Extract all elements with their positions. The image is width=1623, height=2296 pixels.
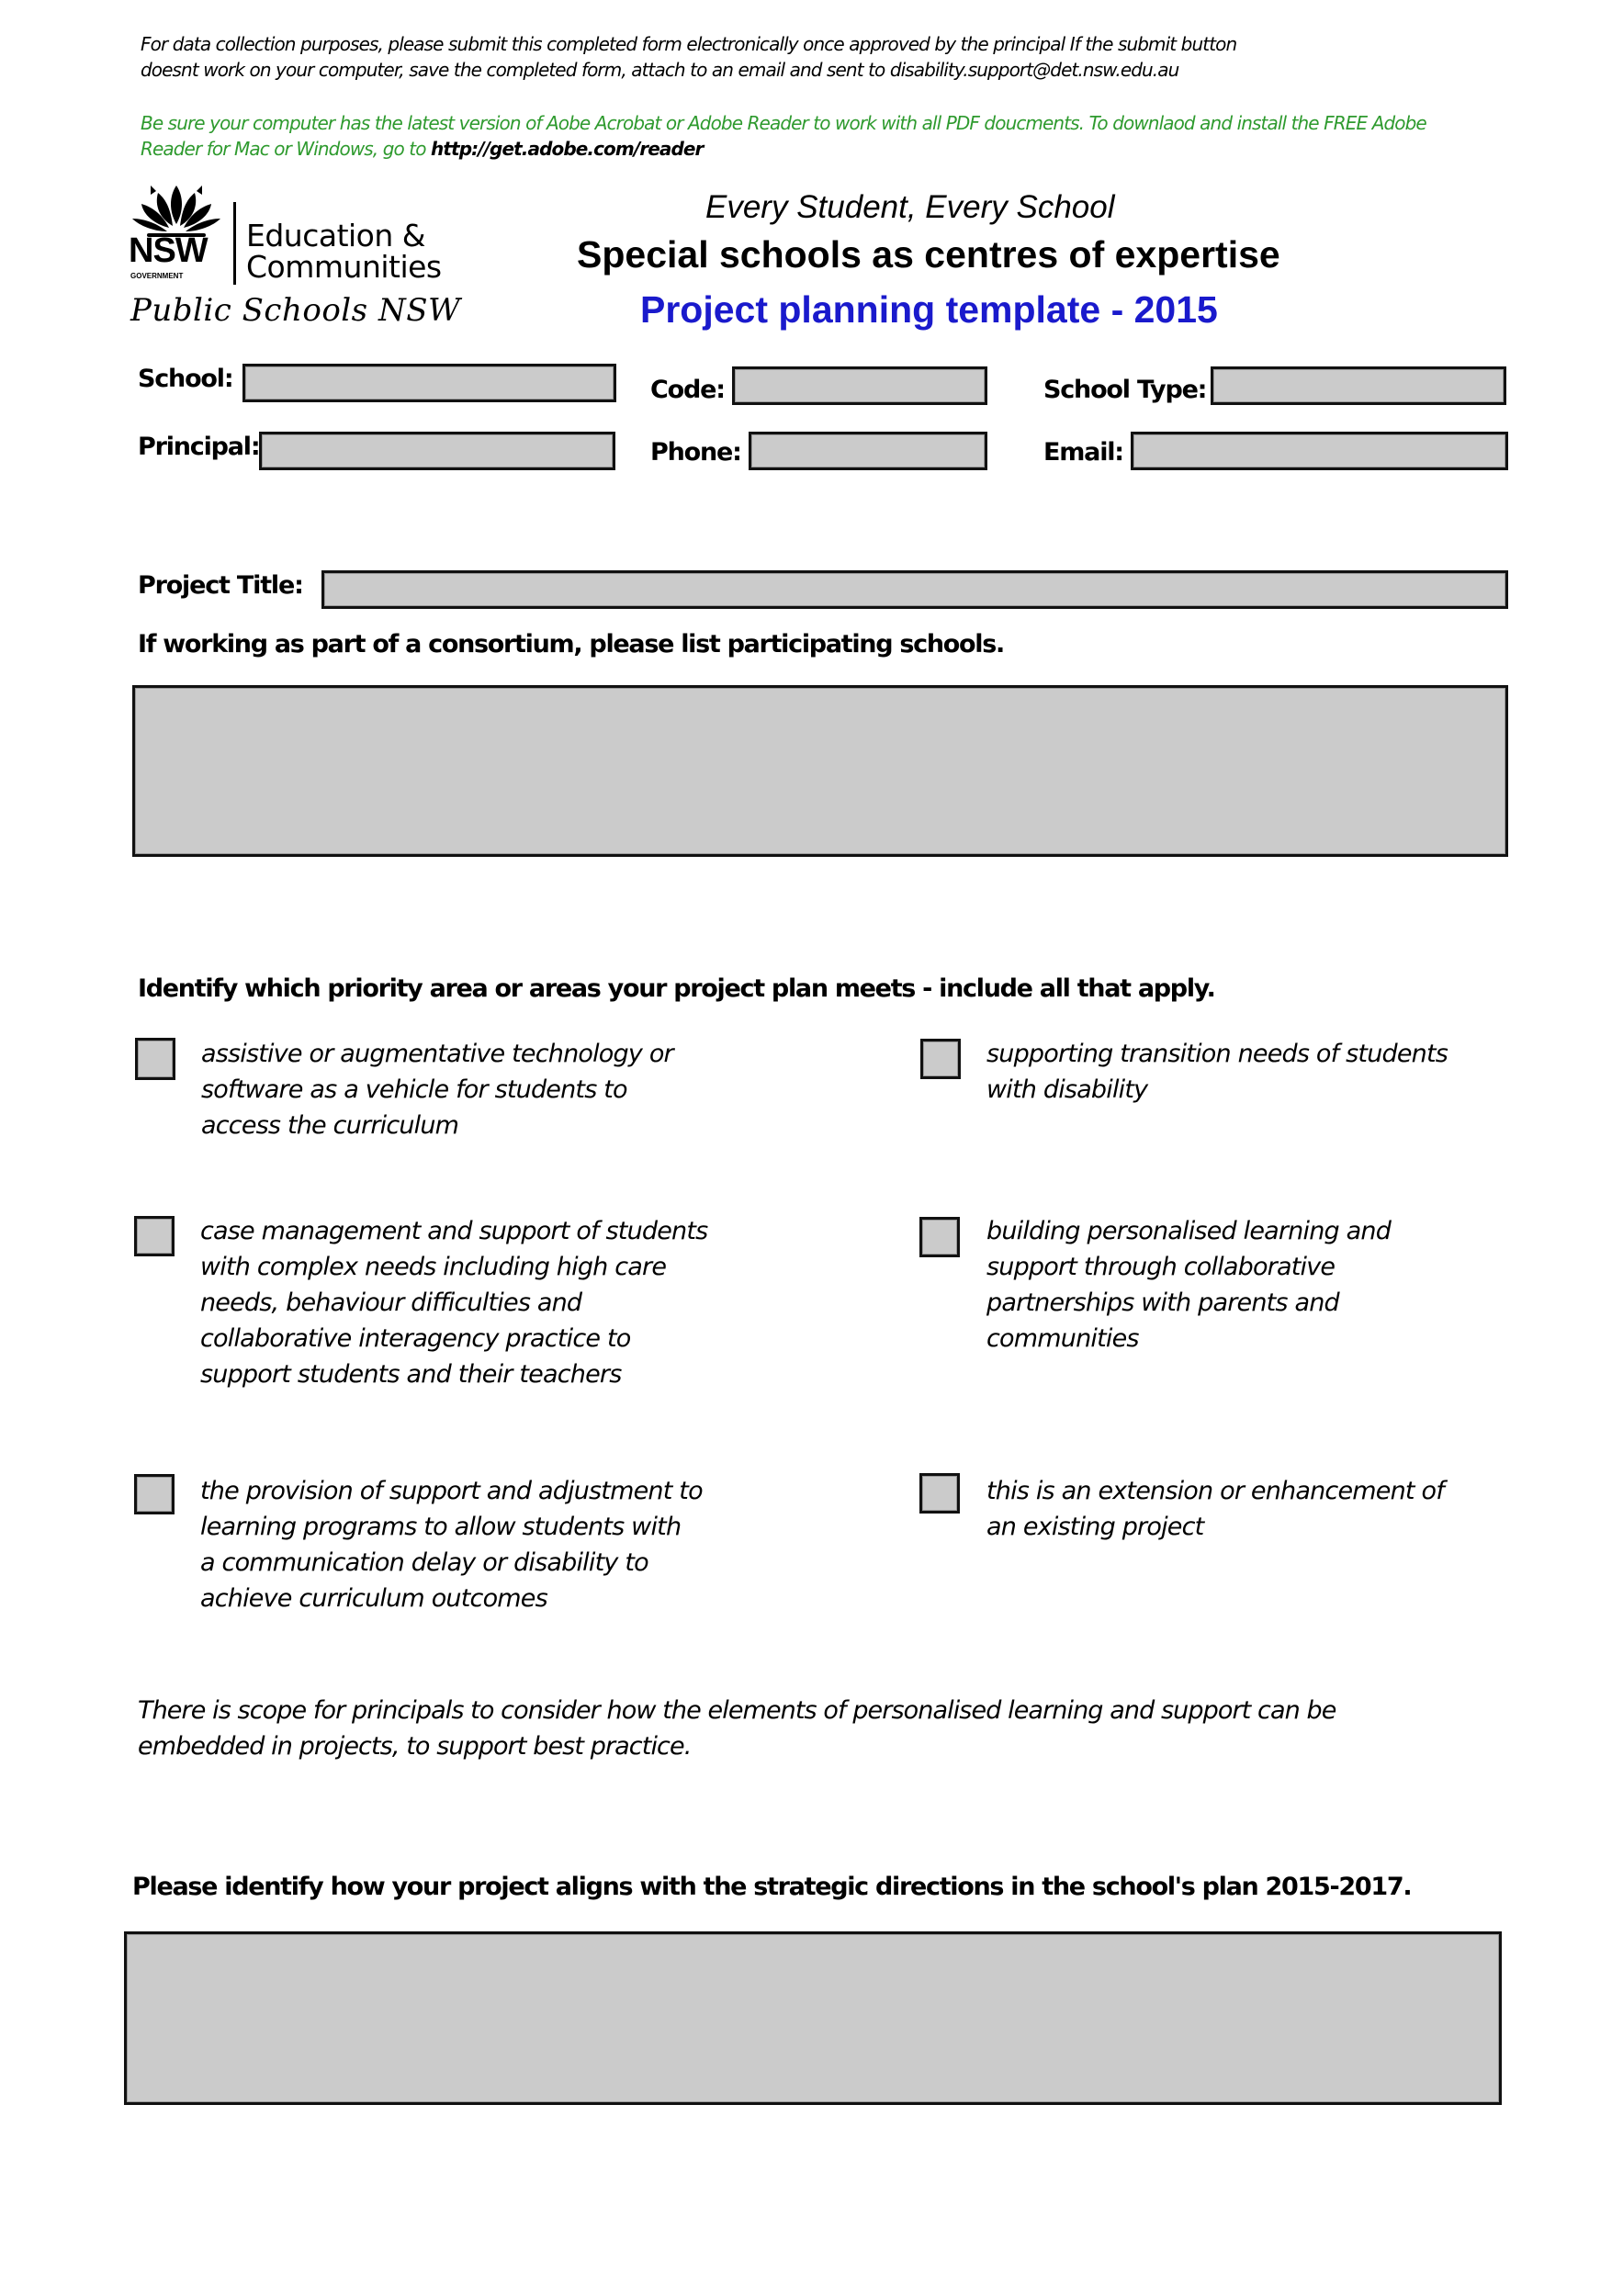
email-label: Email: [1043,438,1123,467]
submission-notice-line1: For data collection purposes, please submit this completed form electronically once approved by the principal If the submit button [141,33,1237,55]
submission-notice-line2: doesnt work on your computer, save the completed form, attach to an email and sent to disability.support@det.nsw.edu.au [141,59,1179,81]
page-subtitle: Every Student, Every School [705,189,1115,225]
nsw-wordmark: NSW [129,231,208,270]
adobe-notice-prefix: Reader for Mac or Windows, go to [141,138,432,160]
adobe-reader-link[interactable]: http://get.adobe.com/reader [431,138,704,160]
department-line2: Communities [246,249,442,285]
scope-note: There is scope for principals to consider how the elements of personalised learning and support can be embedded in projects, to support best practice. [138,1696,1336,1761]
government-wordmark: GOVERNMENT [130,272,184,280]
adobe-notice-line1: Be sure your computer has the latest version of Aobe Acrobat or Adobe Reader to work with all PDF doucments. To downlaod and install the FREE Adobe [141,112,1426,134]
project-title-label: Project Title: [138,571,303,600]
priority-option-extension-existing: this is an extension or enhancement of an existing project [986,1477,1444,1541]
phone-input[interactable] [749,432,987,470]
priority-option-assistive-technology: assistive or augmentative technology or software as a vehicle for students to access the curriculum [201,1040,673,1140]
school-type-input[interactable] [1211,366,1506,405]
page-title: Special schools as centres of expertise [577,233,1280,276]
adobe-notice-line2 [141,136,1537,162]
priority-question: Identify which priority area or areas your project plan meets - include all that apply. [138,974,1215,1003]
school-input[interactable] [242,364,616,402]
department-line1: Education & [246,218,426,253]
strategic-question: Please identify how your project aligns with the strategic directions in the school's plan 2015-2017. [132,1873,1412,1901]
email-input[interactable] [1131,432,1508,470]
nsw-education-logo [129,184,478,340]
school-type-label: School Type: [1043,376,1207,404]
priority-checkbox-assistive-technology[interactable] [135,1038,175,1080]
priority-option-transition-needs: supporting transition needs of students with disability [986,1040,1448,1104]
priority-checkbox-personalised-learning[interactable] [919,1217,960,1257]
priority-option-communication-support: the provision of support and adjustment to learning programs to allow students with a communication delay or disability to achieve curriculum outcomes [200,1477,703,1613]
adobe-reader-notice [141,110,1537,162]
priority-checkbox-case-management[interactable] [134,1216,175,1256]
public-schools-tagline: Public Schools NSW [130,292,461,329]
priority-option-case-management: case management and support of students with complex needs including high care needs, behaviour difficulties and collaborative interagency practice to support students and their teachers [200,1217,708,1389]
school-label: School: [138,365,233,393]
form-title: Project planning template - 2015 [640,288,1218,331]
priority-option-personalised-learning: building personalised learning and support through collaborative partnerships with parents and communities [986,1217,1392,1353]
project-title-input[interactable] [321,570,1508,609]
priority-checkbox-communication-support[interactable] [134,1474,175,1514]
code-input[interactable] [732,366,987,405]
consortium-textarea[interactable] [132,685,1508,857]
code-label: Code: [650,376,725,404]
department-name [246,220,442,283]
principal-input[interactable] [259,432,615,470]
logo-divider [233,202,236,285]
principal-label: Principal: [138,433,260,461]
phone-label: Phone: [650,438,741,467]
priority-checkbox-transition-needs[interactable] [920,1039,961,1079]
consortium-question: If working as part of a consortium, please list participating schools. [138,630,1004,658]
strategic-textarea[interactable] [124,1931,1502,2105]
waratah-flower-icon [130,184,222,239]
submission-notice [141,31,1518,83]
priority-checkbox-extension-existing[interactable] [919,1473,960,1514]
